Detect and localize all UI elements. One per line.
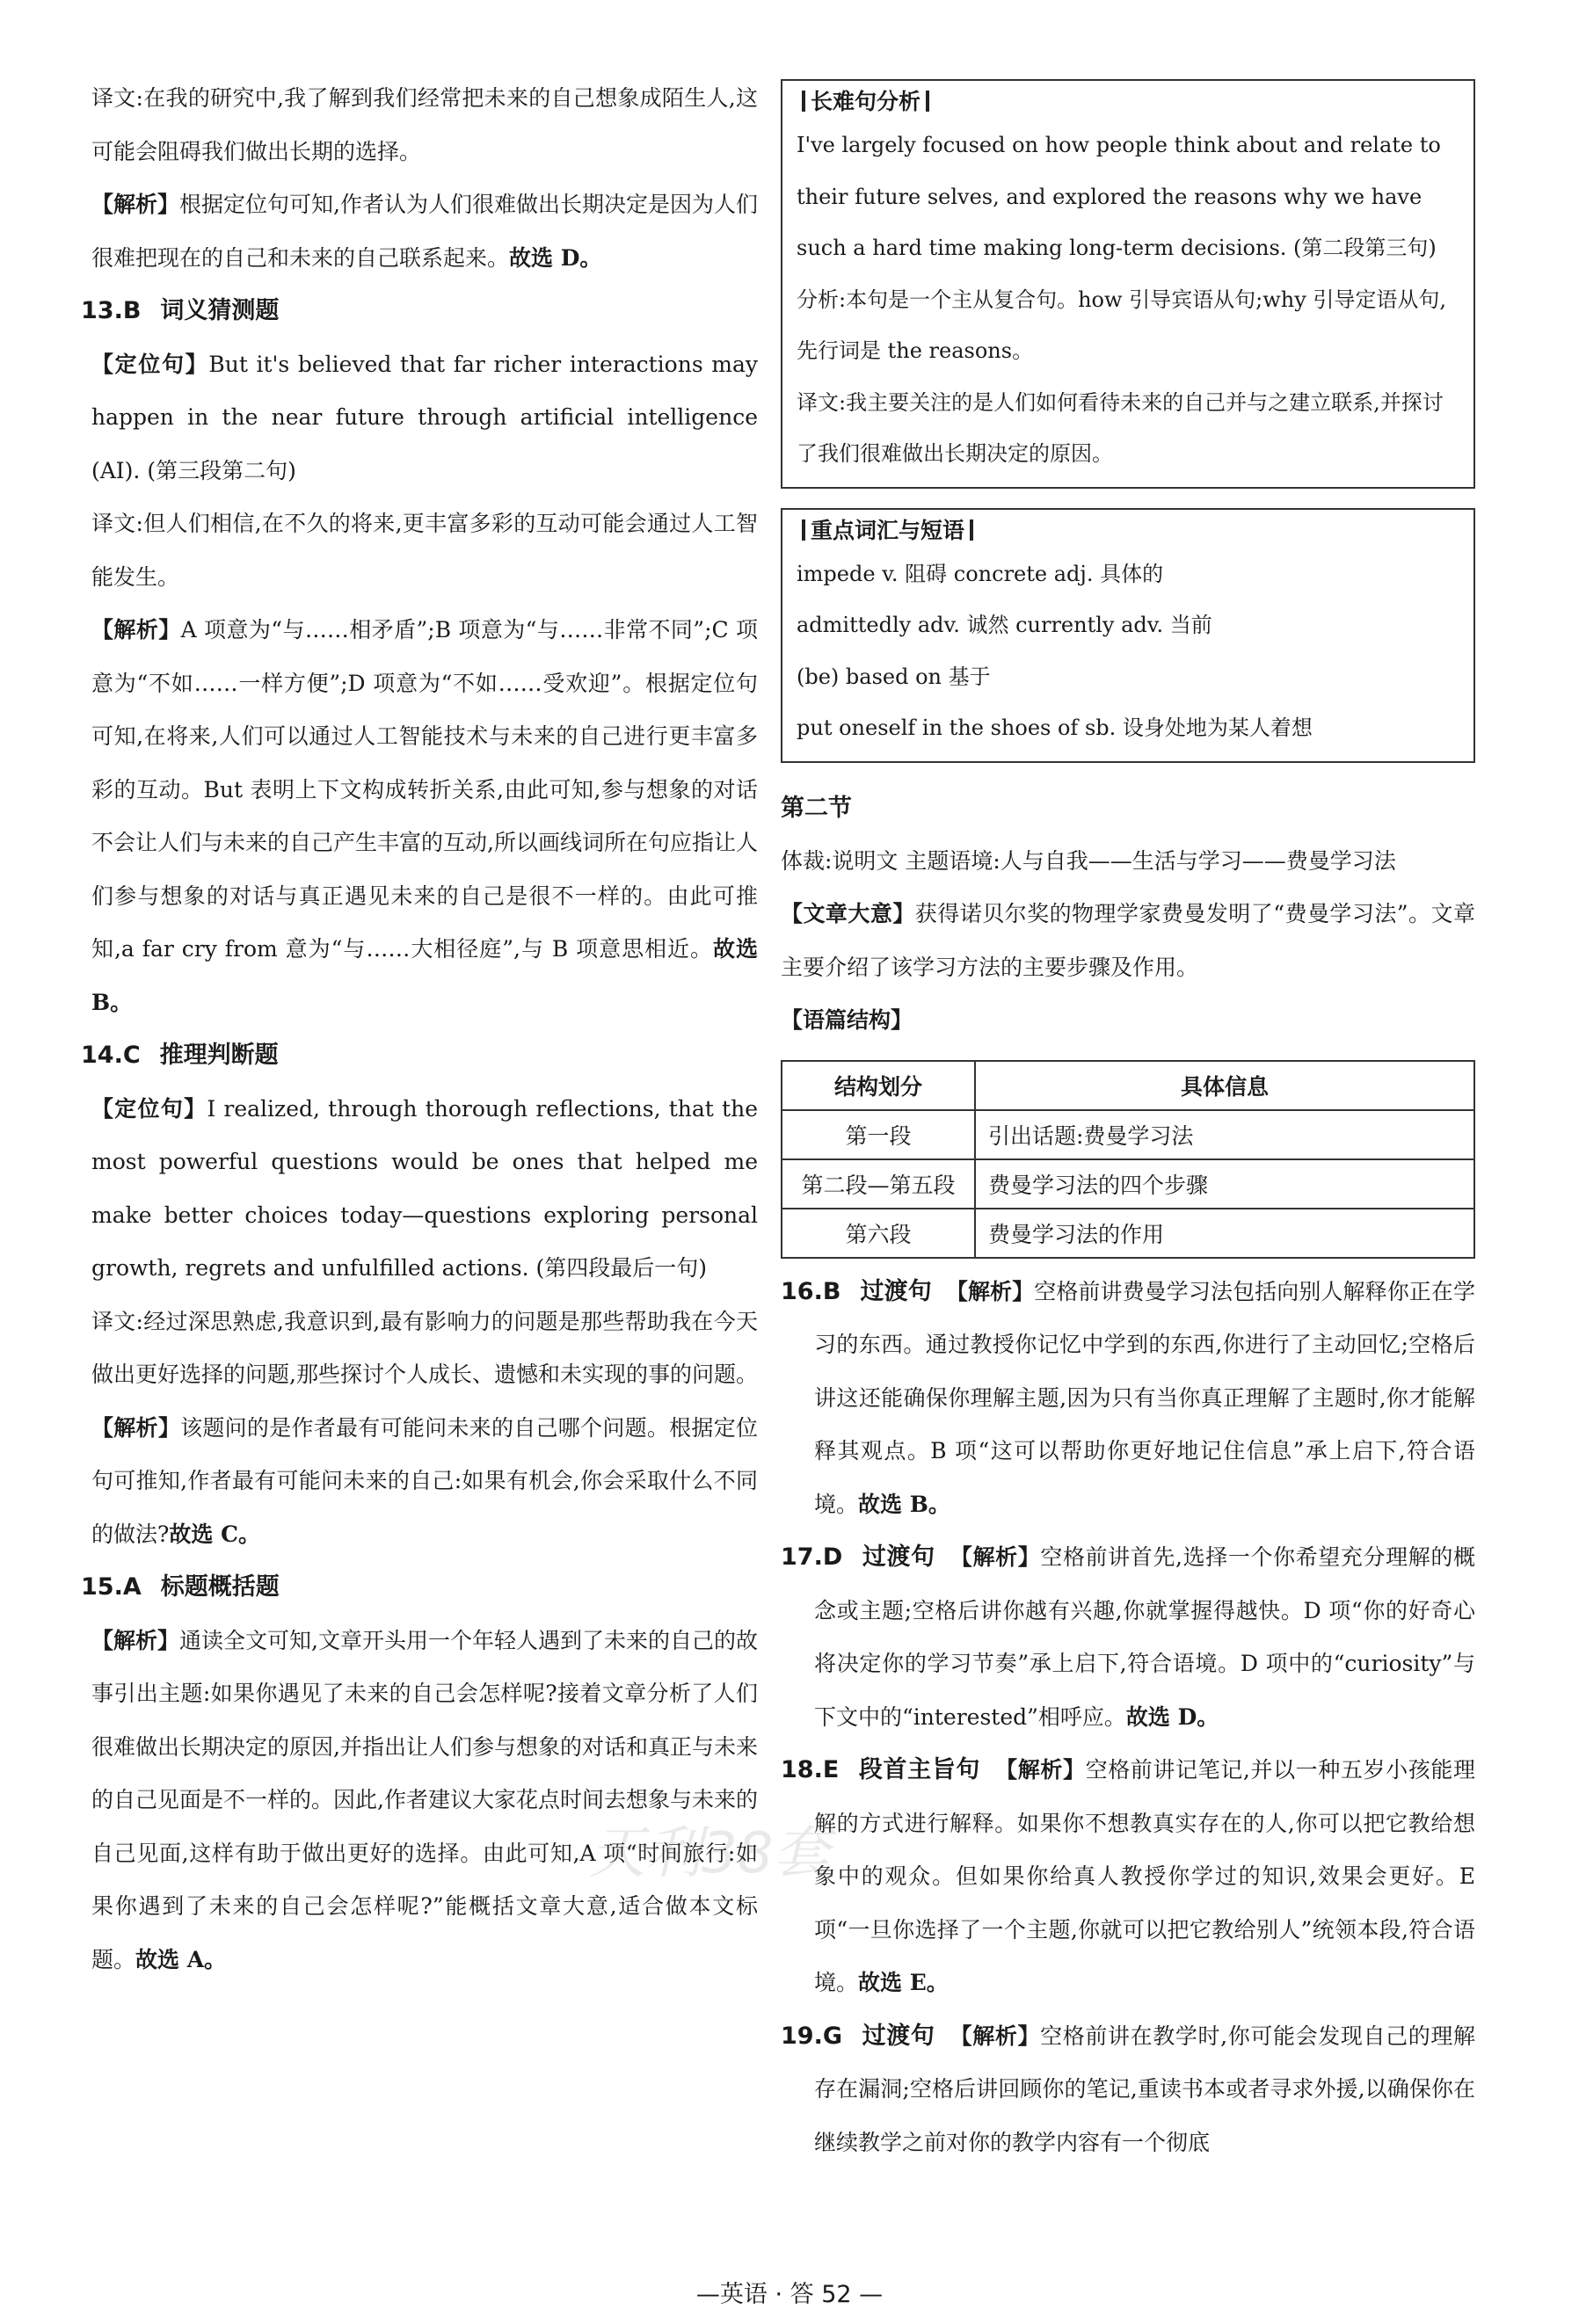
translation-para: 译文:但人们相信,在不久的将来,更丰富多彩的互动可能会通过人工智能发生。: [91, 511, 758, 590]
structure-label: 【语篇结构】: [781, 1007, 913, 1033]
right-column: [781, 79, 1475, 2169]
vocab-item: put oneself in the shoes of sb. 设身处地为某人着想: [797, 715, 1313, 740]
table-cell: 费曼学习法的四个步骤: [975, 1159, 1474, 1209]
vocab-item: admittedly adv. 诚然 currently adv. 当前: [797, 613, 1212, 637]
question-16: 16.B 过渡句 【解析】空格前讲费曼学习法包括向别人解释你正在学习的东西。通过教授你记忆中学到的东西,你进行了主动回忆;空格后讲这还能确保你理解主题,因为只有当你真正理解了主题时,你才能解释其观点。B 项“这可以帮助你更好地记住信息”承上启下,符合语境。故选 B。: [781, 1277, 1475, 1517]
label: 【解析】: [91, 192, 180, 217]
analysis-para: 【解析】根据定位句可知,作者认为人们很难做出长期决定是因为人们很难把现在的自己和未来的自己联系起来。故选 D。: [91, 192, 758, 271]
table-cell: 第二段—第五段: [782, 1159, 975, 1209]
genre-line: 体裁:说明文 主题语境:人与自我——生活与学习——费曼学习法: [781, 847, 1396, 874]
question-14-header: 14.C 推理判断题: [81, 1042, 279, 1069]
vocab-item: impede v. 阻碍 concrete adj. 具体的: [797, 561, 1164, 586]
translation-para: 译文:在我的研究中,我了解到我们经常把未来的自己想象成陌生人,这可能会阻碍我们做出长期的选择。: [91, 85, 758, 164]
box-title: 长难句分析: [797, 84, 1459, 120]
vocabulary-box: [781, 508, 1475, 763]
table-header: 具体信息: [975, 1061, 1474, 1110]
question-15-header: 15.A 标题概括题: [81, 1573, 280, 1601]
watermark-text: 天利38套: [589, 1821, 830, 1886]
question-19: 19.G 过渡句 【解析】空格前讲在教学时,你可能会发现自己的理解存在漏洞;空格后讲回顾你的笔记,重读书本或者寻求外援,以确保你在继续教学之前对你的教学内容有一个彻底: [781, 2022, 1475, 2155]
long-sentence: I've largely focused on how people think about and relate to their future selves, and explored the reasons why we have such a hard time making long-term decisions. (第二段第三句): [797, 133, 1441, 260]
analysis-para: 【解析】通读全文可知,文章开头用一个年轻人遇到了未来的自己的故事引出主题:如果你遇见了未来的自己会怎样呢?接着文章分析了人们很难做出长期决定的原因,并指出让人们参与想象的对话和真正与未来的自己见面是不一样的。因此,作者建议大家花点时间去想象与未来的自己见面,这样有助于做出更好的选择。由此可知,A 项“时间旅行:如果你遇到了未来的自己会怎样呢?”能概括文章大意,适合做本文标题。故选 A。: [91, 1627, 758, 1972]
table-cell: 引出话题:费曼学习法: [975, 1110, 1474, 1159]
page-footer: —英语 · 答 52 —: [695, 2281, 884, 2308]
box-title: 重点词汇与短语: [797, 513, 1459, 548]
table-header: 结构划分: [782, 1061, 975, 1110]
question-17: 17.D 过渡句 【解析】空格前讲首先,选择一个你希望充分理解的概念或主题;空格后讲你越有兴趣,你就掌握得越快。D 项“你的好奇心将决定你的学习节奏”承上启下,符合语境。D 项中的“curiosity”与下文中的“interested”相呼应。故选 D。: [781, 1543, 1475, 1730]
main-idea: 【文章大意】获得诺贝尔奖的物理学家费曼发明了“费曼学习法”。文章主要介绍了该学习方法的主要步骤及作用。: [781, 901, 1475, 980]
table-cell: 第一段: [782, 1110, 975, 1159]
locating-sentence: 【定位句】I realized, through thorough reflections, that the most powerful questions would be ones that helped me make better choices today—questions exploring personal growth, regrets and unfulfilled actions. (第四段最后一句): [91, 1095, 758, 1281]
watermark-logo: [580, 1793, 844, 1951]
question-18: 18.E 段首主旨句 【解析】空格前讲记笔记,并以一种五岁小孩能理解的方式进行解释。如果你不想教真实存在的人,你可以把它教给想象中的观众。但如果你给真人教授你学过的知识,效果会更好。E 项“一旦你选择了一个主题,你就可以把它教给别人”统领本段,符合语境。故选 E。: [781, 1756, 1475, 1995]
table-row: [782, 1209, 1474, 1258]
table-cell: 费曼学习法的作用: [975, 1209, 1474, 1258]
question-13-header: 13.B 词义猜测题: [81, 297, 280, 324]
vocab-item: (be) based on 基于: [797, 664, 991, 689]
table-row: [782, 1110, 1474, 1159]
section-heading: 第二节: [781, 794, 852, 822]
table-header-row: [782, 1061, 1474, 1110]
analysis-para: 【解析】A 项意为“与……相矛盾”;B 项意为“与……非常不同”;C 项意为“不如……一样方便”;D 项意为“不如……受欢迎”。根据定位句可知,在将来,人们可以通过人工智能技术与未来的自己进行更丰富多彩的互动。But 表明上下文构成转折关系,由此可知,参与想象的对话不会让人们与未来的自己产生丰富的互动,所以画线词所在句应指让人们参与想象的对话与真正遇见未来的自己是很不一样的。由此可推知,a far cry from 意为“与……大相径庭”,与 B 项意思相近。故选 B。: [91, 617, 758, 1015]
table-row: [782, 1159, 1474, 1209]
locating-sentence: 【定位句】But it's believed that far richer interactions may happen in the near future through artificial intelligence (AI). (第三段第二句): [91, 351, 758, 483]
structure-table: [781, 1060, 1475, 1259]
sentence-analysis: 分析:本句是一个主从复合句。how 引导宾语从句;why 引导定语从句,先行词是 the reasons。: [797, 287, 1447, 363]
translation-para: 译文:经过深思熟虑,我意识到,最有影响力的问题是那些帮助我在今天做出更好选择的问题,那些探讨个人成长、遗憾和未实现的事的问题。: [91, 1308, 758, 1387]
table-cell: 第六段: [782, 1209, 975, 1258]
analysis-para: 【解析】该题问的是作者最有可能问未来的自己哪个问题。根据定位句可推知,作者最有可能问未来的自己:如果有机会,你会采取什么不同的做法?故选 C。: [91, 1414, 758, 1547]
long-sentence-box: [781, 79, 1475, 489]
left-column: [81, 72, 758, 1986]
sentence-translation: 译文:我主要关注的是人们如何看待未来的自己并与之建立联系,并探讨了我们很难做出长期决定的原因。: [797, 389, 1444, 466]
